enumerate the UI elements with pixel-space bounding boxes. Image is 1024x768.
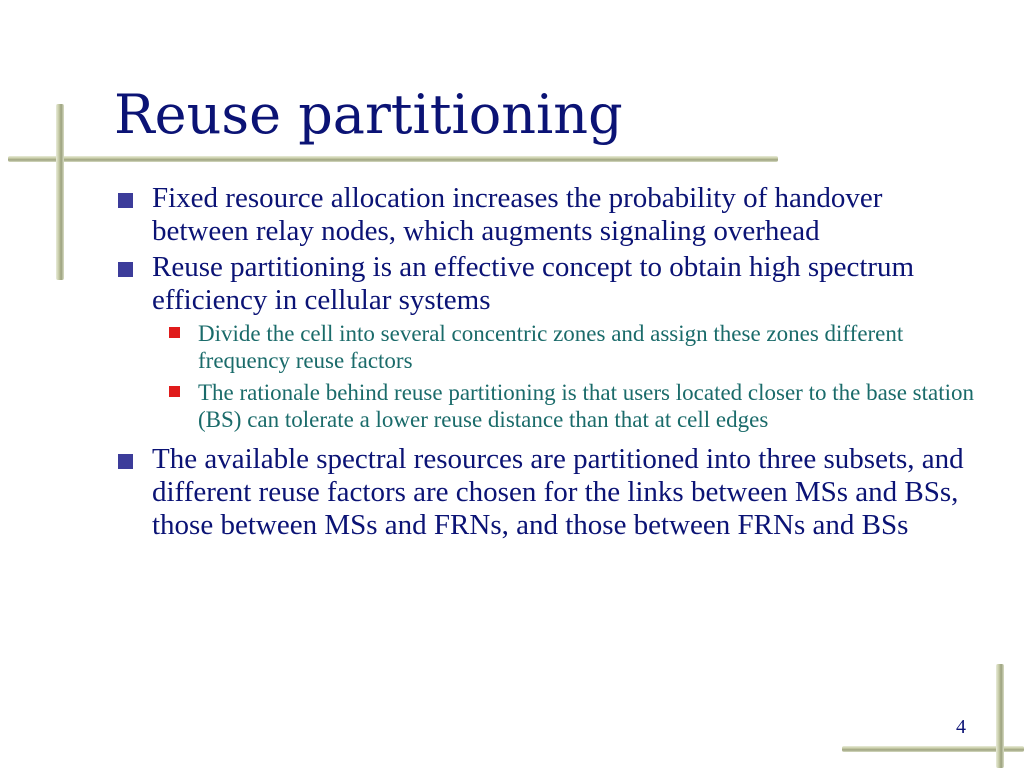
bullet-item xyxy=(114,443,974,542)
sub-bullet-item xyxy=(152,320,974,374)
small-square-bullet-icon xyxy=(169,386,180,397)
frame-line-bottom-vertical xyxy=(996,664,1004,768)
bullet-list xyxy=(114,182,974,542)
square-bullet-icon xyxy=(118,193,133,208)
sub-bullet-item xyxy=(152,379,974,433)
slide-body xyxy=(114,182,974,545)
sub-bullet-list xyxy=(152,320,974,433)
page-number: 4 xyxy=(956,716,966,738)
sub-bullet-text: The rationale behind reuse partitioning is that users located closer to the base station (BS) can tolerate a lower reuse distance than that at cell edges xyxy=(198,380,975,432)
bullet-text: Reuse partitioning is an effective concept to obtain high spectrum efficiency in cellular systems xyxy=(152,251,915,316)
bullet-text: The available spectral resources are partitioned into three subsets, and different reuse factors are chosen for the links between MSs and BSs, those between MSs and FRNs, and those between FRNs and BSs xyxy=(152,443,964,541)
sub-bullet-text: Divide the cell into several concentric zones and assign these zones different frequency reuse factors xyxy=(198,321,904,373)
bullet-text: Fixed resource allocation increases the probability of handover between relay nodes, which augments signaling overhead xyxy=(152,182,883,247)
square-bullet-icon xyxy=(118,262,133,277)
bullet-item xyxy=(114,251,974,433)
slide-title: Reuse partitioning xyxy=(114,83,623,146)
small-square-bullet-icon xyxy=(169,327,180,338)
frame-line-top-horizontal xyxy=(8,156,778,162)
frame-line-top-vertical xyxy=(56,104,64,280)
square-bullet-icon xyxy=(118,454,133,469)
bullet-item xyxy=(114,182,974,248)
